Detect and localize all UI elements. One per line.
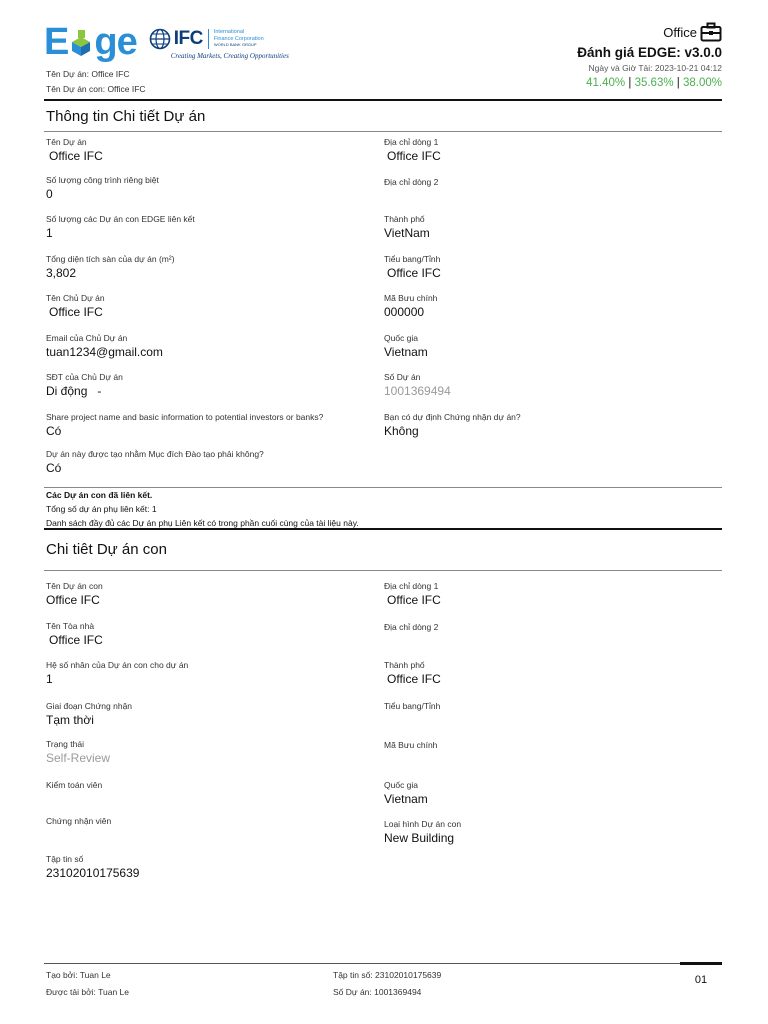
field-value: Di động - [46, 384, 102, 398]
footer-downloaded-by: Được tải bởi: Tuan Le [46, 987, 129, 997]
edge-logo: E ge [44, 21, 137, 63]
section-divider [44, 131, 722, 132]
office-type [577, 20, 722, 44]
field-label: Tên Dự án con [46, 581, 103, 591]
field-label: Mã Bưu chính [384, 740, 438, 750]
header-divider [44, 99, 722, 101]
field-floor-area [46, 254, 175, 280]
field-label: Tiểu bang/Tỉnh [384, 254, 441, 264]
field-value: Office IFC [49, 305, 103, 319]
field-label: Giai đoạn Chứng nhận [46, 701, 133, 711]
field-value: Office IFC [387, 593, 441, 607]
linked-heading-text: Các Dự án con đã liên kết. [46, 490, 153, 500]
field-multiplier [46, 660, 188, 686]
field-project-number [384, 372, 451, 398]
field-label: Chứng nhận viên [46, 816, 112, 826]
field-status [46, 739, 110, 765]
field-label: Số lượng các Dự án con EDGE liên kết [46, 214, 195, 224]
field-project-name [46, 137, 103, 163]
field-label: Share project name and basic information to potential investors or banks? [46, 412, 324, 422]
page-number: 01 [694, 974, 708, 986]
field-state [384, 254, 441, 280]
field-label: Số Dự án [384, 372, 421, 382]
field-value: Vietnam [384, 792, 428, 806]
footer-project-number: Số Dự án: 1001369494 [333, 987, 422, 997]
field-label: Tên Dự án [46, 137, 87, 147]
water-score: 35.63% [634, 77, 674, 89]
field-value: 23102010175639 [46, 866, 140, 880]
energy-score: 41.40% [586, 77, 626, 89]
field-owner-name [46, 293, 105, 319]
assessment-title: Đánh giá EDGE: v3.0.0 [577, 45, 722, 60]
field-label: Hệ số nhân của Dự án con cho dự án [46, 660, 189, 670]
score-separator: | [676, 77, 680, 89]
field-value: Tạm thời [46, 713, 94, 727]
office-type-label: Office [663, 24, 697, 40]
field-sub-country [384, 780, 428, 806]
field-owner-email [46, 333, 163, 359]
section-divider [44, 570, 722, 571]
field-value: 3,802 [46, 266, 77, 280]
linked-heading [46, 490, 152, 500]
savings-scores [577, 77, 722, 89]
field-label: Thành phố [384, 214, 425, 224]
field-file-number [46, 854, 139, 880]
field-label: Địa chỉ dòng 1 [384, 581, 439, 591]
field-label: Địa chỉ dòng 1 [384, 137, 439, 147]
field-city [384, 214, 430, 240]
materials-score: 38.00% [682, 77, 722, 89]
field-label: Thành phố [384, 660, 425, 670]
field-address-1 [384, 137, 441, 163]
field-sub-postal-code [384, 740, 437, 752]
field-value: Có [46, 461, 62, 475]
field-sub-city [384, 660, 441, 686]
score-separator: | [628, 77, 632, 89]
field-value: 1 [46, 672, 53, 686]
field-training-purpose [46, 449, 264, 475]
download-datetime: Ngày và Giờ Tải: 2023-10-21 04:12 [588, 63, 722, 73]
field-value: VietNam [384, 226, 430, 240]
ifc-wbg-label: WORLD BANK GROUP [213, 42, 257, 48]
field-label: Email của Chủ Dự án [46, 333, 128, 343]
linked-count: Tổng số dự án phụ liên kết: 1 [46, 504, 157, 514]
field-label: Số lượng công trình riêng biệt [46, 175, 159, 185]
footer-divider [44, 963, 680, 964]
field-value: Không [384, 424, 419, 438]
briefcase-icon [700, 22, 722, 42]
field-value: tuan1234@gmail.com [46, 345, 163, 359]
field-value: Vietnam [384, 345, 428, 359]
ifc-subtitle-line-2: Finance Corporation [213, 35, 264, 42]
field-value: 1001369494 [384, 384, 451, 398]
field-label: Tên Chủ Dự án [46, 293, 105, 303]
ifc-tagline: Creating Markets, Creating Opportunities [170, 52, 289, 60]
field-share-info [46, 412, 323, 438]
field-label: Tiểu bang/Tỉnh [384, 701, 441, 711]
field-value: Office IFC [387, 266, 441, 280]
section-title-subproject: Chi tiêt Dự án con [46, 541, 167, 558]
field-value: Có [46, 424, 62, 438]
field-value: Self-Review [46, 751, 111, 765]
field-label: Loại hình Dự án con [384, 819, 462, 829]
field-auditor [46, 780, 102, 792]
footer-page-marker [680, 962, 722, 965]
field-owner-phone [46, 372, 123, 398]
field-certify-intent [384, 412, 521, 438]
field-value: Office IFC [387, 672, 441, 686]
footer-file-number: Tập tin số: 23102010175639 [333, 970, 442, 980]
field-country [384, 333, 428, 359]
field-value: Office IFC [49, 633, 103, 647]
linked-note: Danh sách đầy đủ các Dự án phụ Liên kết có trong phần cuối cùng của tài liệu này. [46, 518, 359, 528]
field-cert-stage [46, 701, 132, 727]
field-value: Office IFC [49, 149, 103, 163]
edge-d-mark-icon [69, 28, 93, 58]
ifc-subtitle-line-1: International [213, 29, 245, 36]
header-logos [44, 20, 289, 64]
field-sub-address-1 [384, 581, 441, 607]
field-value: New Building [384, 831, 455, 845]
field-label: Bạn có dự định Chứng nhận dự án? [384, 412, 521, 422]
field-label: Tập tin số [46, 854, 84, 864]
field-label: Kiểm toán viên [46, 780, 103, 790]
field-building-count [46, 175, 159, 201]
field-certifier [46, 816, 111, 828]
field-subproject-name [46, 581, 103, 607]
field-sub-state [384, 701, 440, 713]
field-value: Office IFC [387, 149, 441, 163]
field-address-2 [384, 177, 438, 189]
field-label: SĐT của Chủ Dự án [46, 372, 123, 382]
section-title-project: Thông tin Chi tiết Dự án [46, 108, 206, 125]
subproject-name-line: Tên Dự án con: Office IFC [46, 84, 146, 94]
field-value: 0 [46, 187, 53, 201]
footer-created-by: Tạo bởi: Tuan Le [46, 970, 111, 980]
ifc-subtitle [208, 29, 264, 49]
project-name-line: Tên Dự án: Office IFC [46, 69, 130, 79]
field-label: Trạng thái [46, 739, 84, 749]
ifc-wordmark: IFC [173, 28, 203, 49]
field-label: Tổng diện tích sàn của dự án (m²) [46, 254, 175, 264]
field-value: 1 [46, 226, 53, 240]
field-label: Địa chỉ dòng 2 [384, 622, 439, 632]
field-sub-address-2 [384, 622, 438, 634]
section-divider-thick [44, 528, 722, 530]
field-label: Quốc gia [384, 333, 419, 343]
field-value: 000000 [384, 305, 425, 319]
field-linked-subprojects [46, 214, 195, 240]
linked-divider [44, 487, 722, 488]
header-right [577, 20, 722, 89]
ifc-globe-icon [149, 28, 171, 50]
field-building-name [46, 621, 103, 647]
field-label: Địa chỉ dòng 2 [384, 177, 439, 187]
field-label: Mã Bưu chính [384, 293, 438, 303]
field-postal-code [384, 293, 437, 319]
field-value: Office IFC [46, 593, 100, 607]
field-label: Quốc gia [384, 780, 419, 790]
ifc-logo [149, 28, 289, 60]
field-label: Tên Tòa nhà [46, 621, 95, 631]
field-label: Dự án này được tạo nhằm Mục đích Đào tạo phải không? [46, 449, 264, 459]
field-subproject-type [384, 819, 461, 845]
